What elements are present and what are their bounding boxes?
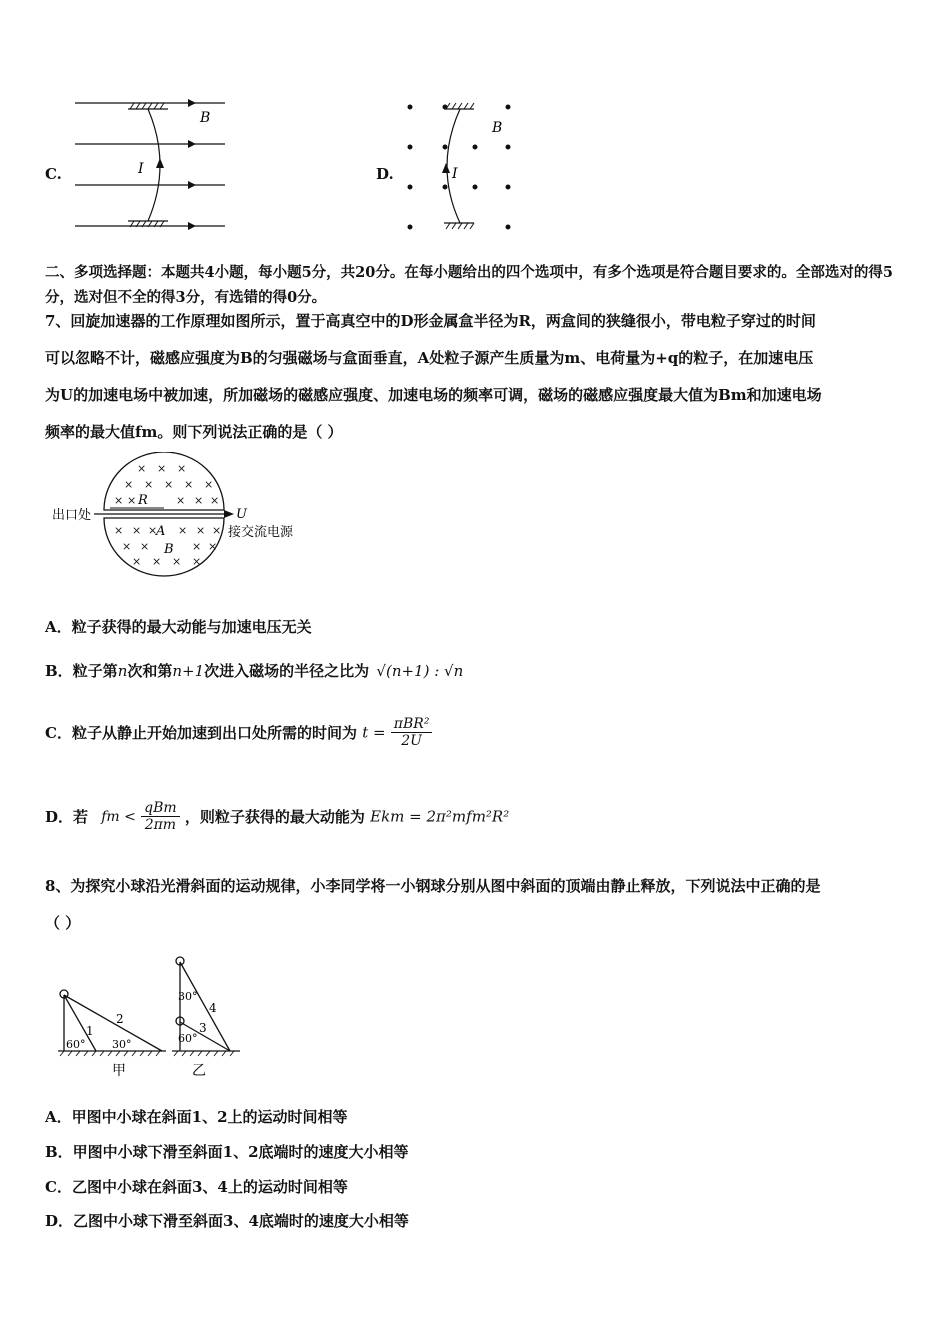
source-a-label: A — [156, 524, 166, 539]
q7-option-a: A．粒子获得的最大动能与加速电压无关 — [45, 618, 312, 636]
q8-option-a: A．甲图中小球在斜面1、2上的运动时间相等 — [45, 1108, 348, 1126]
q7-stem — [45, 303, 925, 451]
q7-option-c-text: C．粒子从静止开始加速到出口处所需的时间为 — [45, 724, 357, 742]
current-i-label-d: I — [452, 166, 458, 182]
q7-option-c-lhs: t = — [362, 723, 386, 742]
figure-d-out-of-page-field — [400, 97, 520, 237]
q7-option-b-formula: √(n+1) : √n — [376, 662, 464, 680]
angle-60-label-b: 60° — [178, 1032, 198, 1045]
svg-text:×: × — [124, 478, 134, 491]
q7-option-c-numerator: πBR² — [391, 716, 433, 733]
q7-option-d-text: ，则粒子获得的最大动能为 — [184, 808, 365, 826]
svg-text:×: × — [114, 524, 124, 537]
svg-text:×: × — [114, 494, 124, 507]
q8-option-c: C．乙图中小球在斜面3、4上的运动时间相等 — [45, 1178, 348, 1196]
voltage-u-label: U — [236, 507, 247, 522]
svg-text:×: × — [172, 555, 182, 568]
q7-option-d-text: D．若 — [45, 808, 89, 826]
svg-text:×: × — [192, 555, 202, 568]
field-b-label: B — [164, 542, 174, 557]
q8-stem-line: 8、为探究小球沿光滑斜面的运动规律，小李同学将一小钢球分别从图中斜面的顶端由静止释放，下列说法中正确的是 — [45, 877, 821, 895]
q8-stem-line: （ ） — [45, 914, 81, 932]
svg-text:×: × — [210, 494, 220, 507]
svg-text:×: × — [208, 540, 218, 553]
svg-text:×: × — [194, 494, 204, 507]
radius-r-label: R — [138, 493, 148, 508]
slope-4-label: 4 — [209, 1001, 217, 1015]
q7-option-c-denominator: 2U — [401, 733, 422, 749]
q7-option-b-n: n — [117, 662, 128, 680]
svg-text:×: × — [178, 524, 188, 537]
q7-option-c-fraction — [391, 716, 433, 749]
q7-option-d-fraction — [141, 800, 180, 833]
q7-option-d-formula: Ekm = 2π²mfm²R² — [370, 807, 510, 826]
svg-text:×: × — [212, 524, 222, 537]
figure-jia-label: 甲 — [112, 1063, 126, 1079]
option-d-label: D. — [376, 165, 394, 183]
q7-option-b-text: 次进入磁场的半径之比为 — [204, 662, 370, 680]
q8-option-d: D．乙图中小球下滑至斜面3、4底端时的速度大小相等 — [45, 1212, 409, 1230]
inclined-planes-figure — [44, 948, 254, 1083]
svg-text:×: × — [148, 524, 158, 537]
svg-text:×: × — [192, 540, 202, 553]
q7-option-d-numerator: qBm — [141, 800, 180, 817]
q7-option-c — [45, 716, 432, 749]
ac-source-label: 接交流电源 — [228, 525, 294, 540]
q7-stem-line: 频率的最大值fm。则下列说法正确的是（ ） — [45, 423, 343, 441]
svg-text:×: × — [164, 478, 174, 491]
cyclotron-figure — [52, 452, 312, 587]
svg-text:×: × — [122, 540, 132, 553]
svg-text:×: × — [176, 494, 186, 507]
section-heading: 二、多项选择题：本题共4小题，每小题5分，共20分。在每小题给出的四个选项中，有多个选项是符合题目要求的。全部选对的得5分，选对但不全的得3分，有选错的得0分。 — [45, 264, 893, 306]
q7-option-b-n1: n+1 — [172, 662, 205, 680]
slope-1-label: 1 — [86, 1024, 94, 1038]
svg-text:×: × — [127, 494, 137, 507]
svg-text:×: × — [184, 478, 194, 491]
q7-option-b — [45, 660, 463, 681]
q7-option-d-condition: fm < — [101, 808, 136, 825]
angle-60-label-a: 60° — [66, 1038, 86, 1051]
q7-option-d-denominator: 2πm — [144, 817, 177, 833]
option-c-label: C. — [45, 165, 62, 183]
q7-option-d — [45, 800, 509, 833]
q7-stem-line: 7、回旋加速器的工作原理如图所示，置于高真空中的D形金属盒半径为R，两盒间的狭缝很小，带电粒子穿过的时间 — [45, 312, 816, 330]
field-b-label-d: B — [492, 120, 503, 136]
q8-option-b: B．甲图中小球下滑至斜面1、2底端时的速度大小相等 — [45, 1143, 409, 1161]
svg-text:×: × — [152, 555, 162, 568]
svg-text:×: × — [196, 524, 206, 537]
angle-30-label-a: 30° — [112, 1038, 132, 1051]
svg-text:×: × — [137, 462, 147, 475]
figure-c-horizontal-field — [70, 95, 230, 235]
current-i-label-c: I — [138, 161, 144, 177]
svg-text:×: × — [144, 478, 154, 491]
q7-option-b-text: 次和第 — [127, 662, 173, 680]
q7-stem-line: 为U的加速电场中被加速，所加磁场的磁感应强度、加速电场的频率可调，磁场的磁感应强度最大值为Bm和加速电场 — [45, 386, 822, 404]
svg-text:×: × — [132, 555, 142, 568]
svg-text:×: × — [132, 524, 142, 537]
q8-stem — [45, 868, 925, 942]
slope-2-label: 2 — [116, 1012, 124, 1026]
exit-label: 出口处 — [52, 508, 92, 523]
q7-stem-line: 可以忽略不计，磁感应强度为B的匀强磁场与盒面垂直，A处粒子源产生质量为m、电荷量为+q的粒子，在加速电压 — [45, 349, 814, 367]
slope-3-label: 3 — [199, 1021, 207, 1035]
q7-option-b-text: B．粒子第 — [45, 662, 118, 680]
svg-text:×: × — [140, 540, 150, 553]
svg-text:×: × — [157, 462, 167, 475]
field-b-label-c: B — [200, 110, 211, 126]
angle-30-label-b: 30° — [178, 990, 198, 1003]
svg-text:×: × — [177, 462, 187, 475]
svg-text:×: × — [204, 478, 214, 491]
figure-yi-label: 乙 — [192, 1063, 206, 1079]
